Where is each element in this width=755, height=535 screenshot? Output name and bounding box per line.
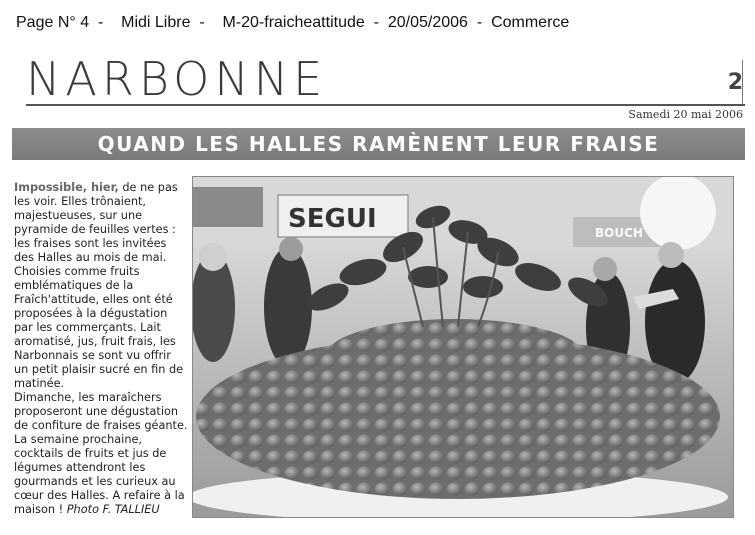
edition-code: M-20-fraicheattitude (222, 14, 365, 31)
issue-date: Samedi 20 mai 2006 (628, 108, 743, 121)
person-center (264, 247, 312, 367)
strawberry-display-photo (193, 177, 733, 517)
article-paragraph-2: Dimanche, les maraîchers proposeront une dégustation de confiture de fraises géante. La semaine prochaine, cocktails de fruits et jus de légumes attendront les gourmands et les curieux au cœur des Halles. A refaire à la maison ! (14, 391, 188, 516)
masthead-rule (26, 104, 745, 106)
masthead-title: NARBONNE (26, 52, 328, 106)
article-paragraph-1: de ne pas les voir. Elles trônaient, majestueuses, sur une pyramide de feuilles vertes : les fraises sont les invitées des Halles au mois de mai. Choisies comme fruits emblématiques de la Fraîch'attitude, elles ont été proposées à la dégustation par les commerçants. Lait aromatisé, jus, fruit frais, les Narbonnais se sont vu offrir un petit plaisir sucré en fin de matinée. (14, 181, 184, 390)
section-name: Commerce (491, 14, 570, 31)
light-globe (640, 177, 716, 250)
stall-sign-segui-text: SEGUI (288, 204, 377, 234)
clipping-date: 20/05/2006 (387, 14, 468, 31)
article-photo (192, 176, 734, 518)
photo-credit: Photo F. TALLIEU (66, 503, 160, 516)
article-lead: Impossible, hier, (14, 181, 119, 194)
page-label: Page N° 4 (16, 14, 90, 31)
page-number: 2 (727, 70, 743, 95)
publication-name: Midi Libre (121, 14, 191, 31)
headline: QUAND LES HALLES RAMÈNENT LEUR FRAISE (97, 132, 660, 156)
clipping-header: Page N° 4 - Midi Libre - M-20-fraicheattitude - 20/05/2006 - Commerce (16, 14, 570, 31)
article-body (14, 181, 188, 517)
headline-banner (12, 128, 745, 160)
stall-sign-bouch-text: BOUCH (595, 226, 643, 240)
stall-sign-left (193, 187, 263, 227)
strawberry-tier-top (325, 319, 585, 395)
